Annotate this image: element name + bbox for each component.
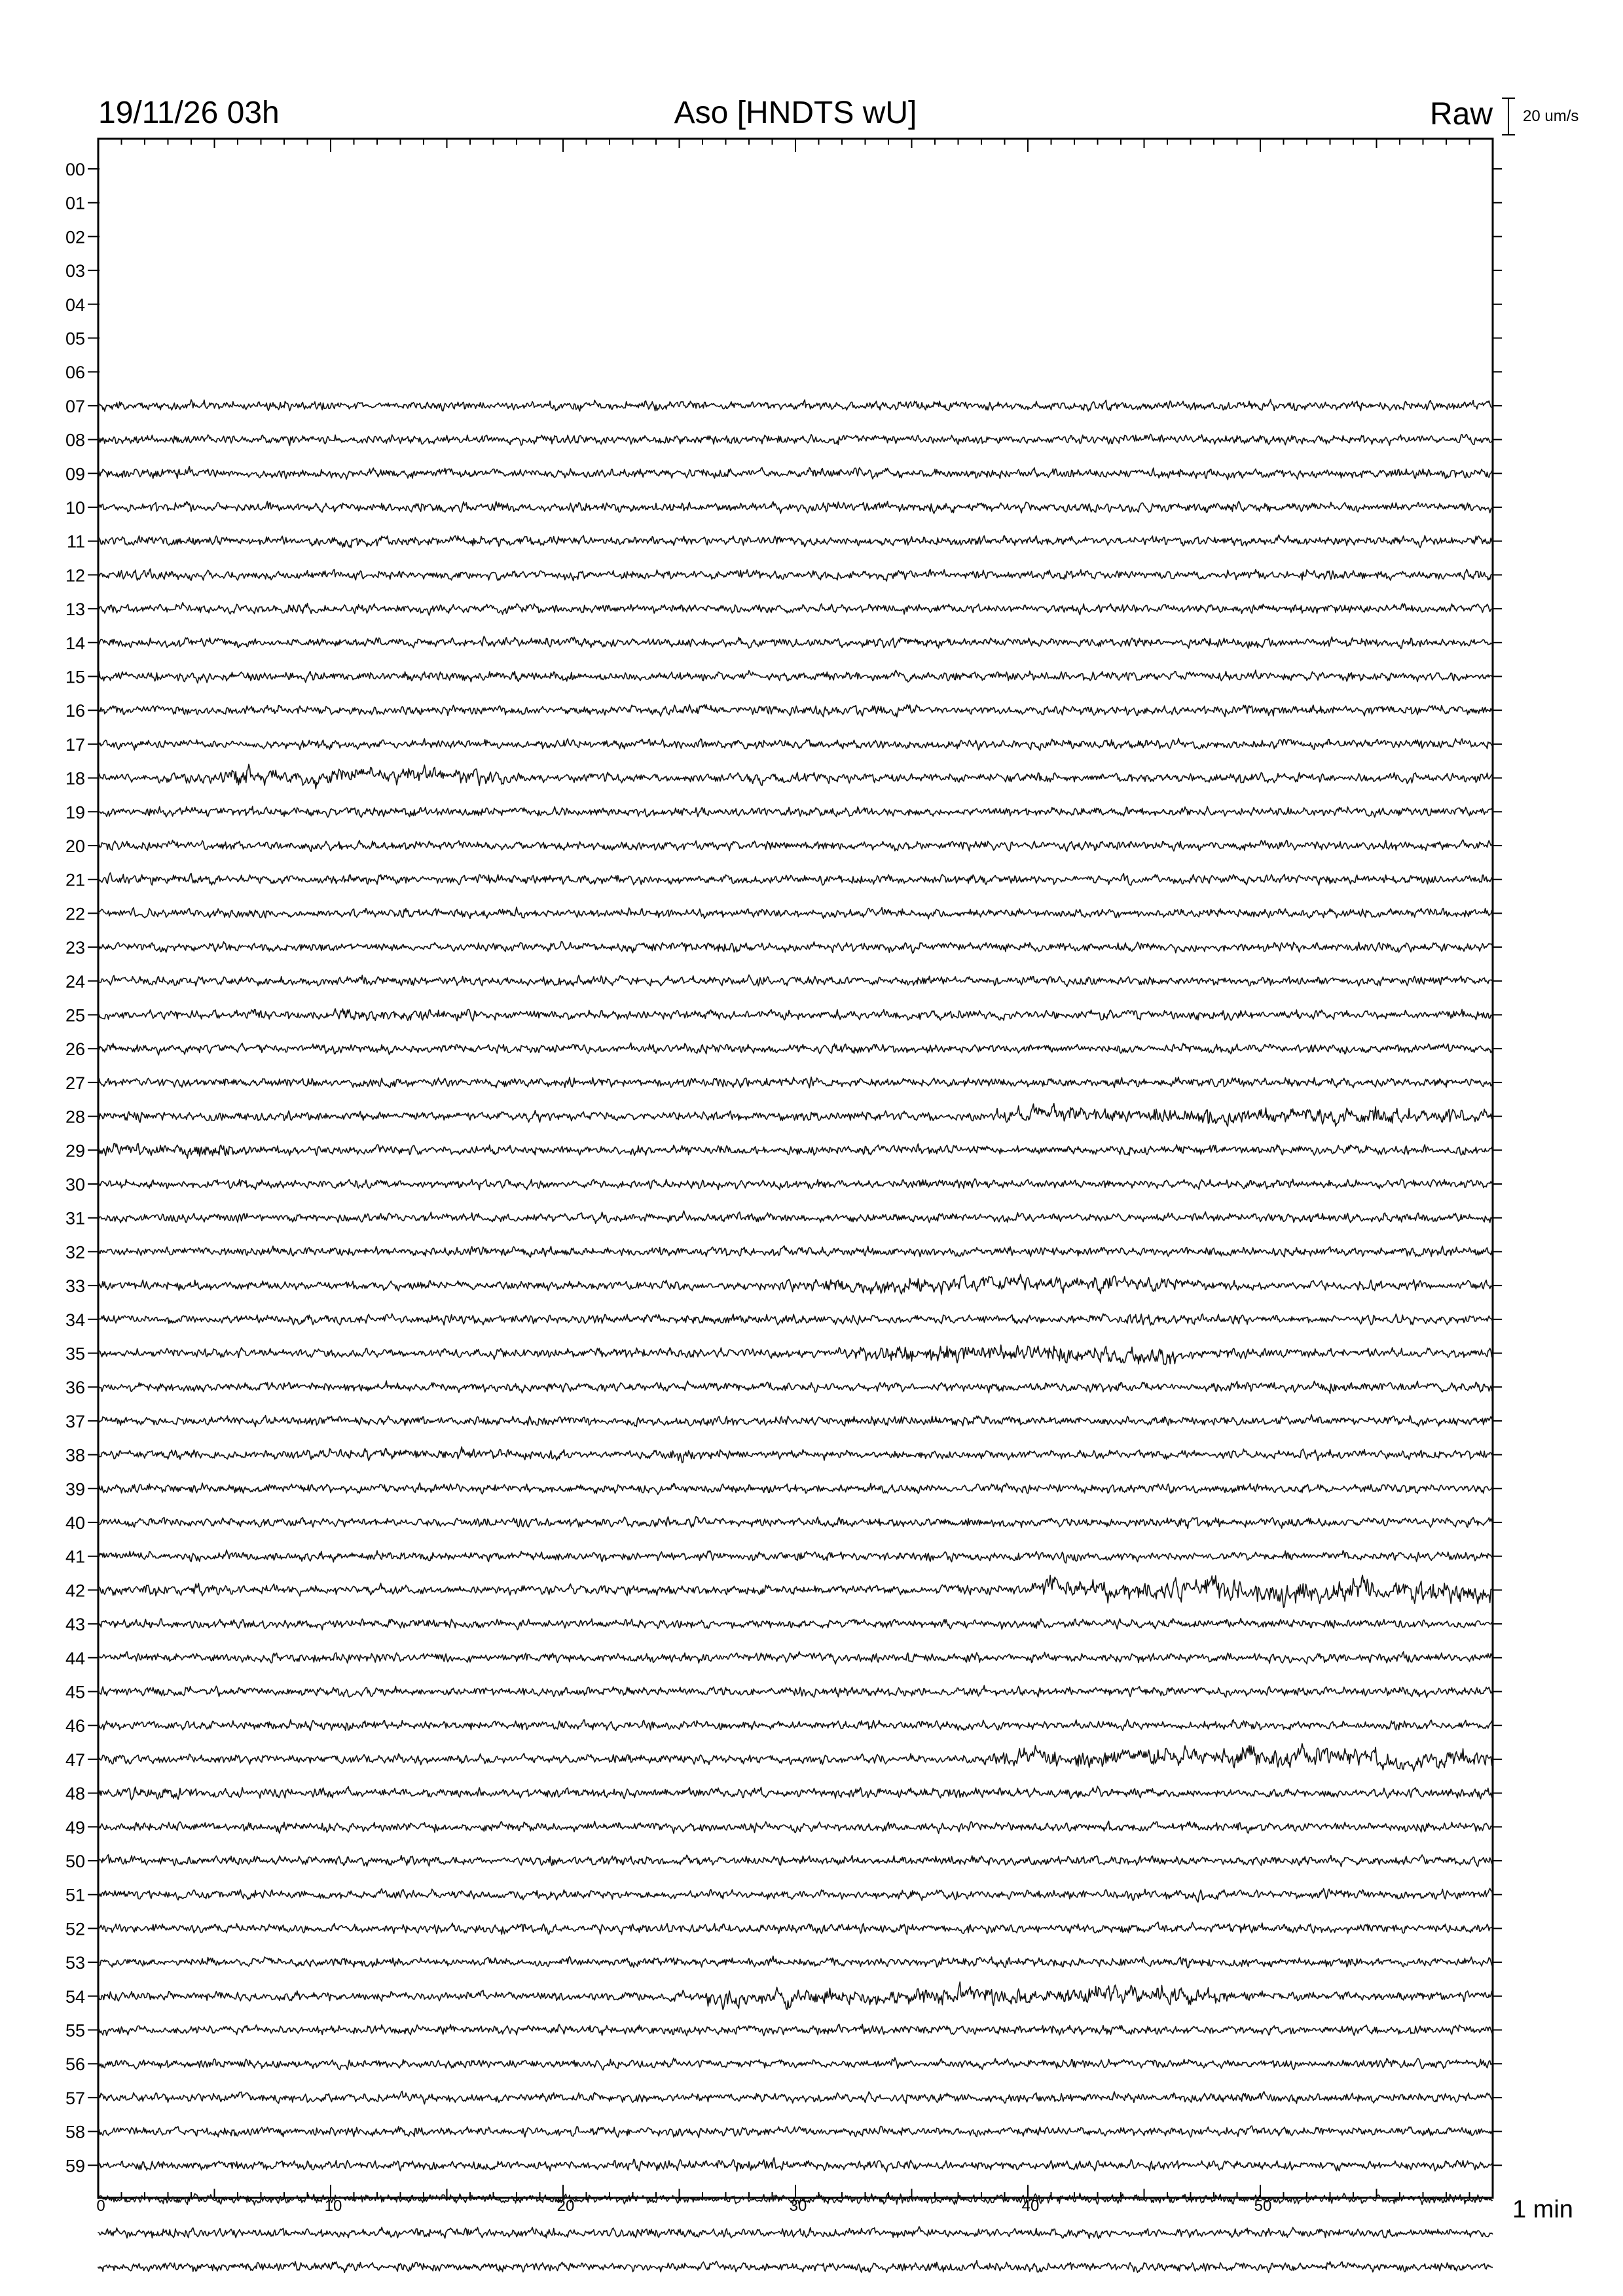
row-label-18: 18 bbox=[65, 768, 85, 789]
row-label-42: 42 bbox=[65, 1581, 85, 1601]
x-tick-label-50: 50 bbox=[1254, 2197, 1272, 2215]
x-tick-label-10: 10 bbox=[324, 2197, 342, 2215]
row-label-54: 54 bbox=[65, 1986, 85, 2007]
row-label-52: 52 bbox=[65, 1919, 85, 1939]
row-label-44: 44 bbox=[65, 1648, 85, 1668]
row-label-50: 50 bbox=[65, 1852, 85, 1871]
row-label-32: 32 bbox=[65, 1242, 85, 1263]
row-label-01: 01 bbox=[65, 193, 85, 213]
row-label-05: 05 bbox=[65, 329, 85, 349]
x-tick-label-30: 30 bbox=[789, 2197, 807, 2215]
row-label-47: 47 bbox=[65, 1749, 85, 1770]
x-tick-label-0: 0 bbox=[96, 2197, 105, 2215]
row-label-37: 37 bbox=[65, 1411, 85, 1431]
row-label-22: 22 bbox=[65, 904, 85, 924]
row-label-58: 58 bbox=[65, 2122, 85, 2142]
row-label-15: 15 bbox=[65, 667, 85, 687]
scale-bar-label: 20 um/s bbox=[1523, 107, 1579, 125]
station-title: Aso [HNDTS wU] bbox=[674, 96, 917, 130]
row-label-09: 09 bbox=[65, 464, 85, 484]
row-label-06: 06 bbox=[65, 363, 85, 383]
row-label-40: 40 bbox=[65, 1513, 85, 1533]
row-label-02: 02 bbox=[65, 227, 85, 247]
row-label-28: 28 bbox=[65, 1107, 85, 1127]
row-label-00: 00 bbox=[65, 160, 85, 179]
row-label-51: 51 bbox=[65, 1885, 85, 1905]
row-label-46: 46 bbox=[65, 1716, 85, 1736]
row-label-48: 48 bbox=[65, 1784, 85, 1804]
row-label-12: 12 bbox=[65, 565, 85, 586]
row-label-56: 56 bbox=[65, 2054, 85, 2075]
row-label-57: 57 bbox=[65, 2088, 85, 2108]
row-label-10: 10 bbox=[65, 498, 85, 518]
row-label-08: 08 bbox=[65, 430, 85, 450]
row-label-26: 26 bbox=[65, 1039, 85, 1060]
row-label-07: 07 bbox=[65, 396, 85, 416]
mode-label: Raw bbox=[1429, 97, 1493, 132]
row-label-11: 11 bbox=[66, 531, 85, 552]
row-label-13: 13 bbox=[65, 600, 85, 620]
row-label-16: 16 bbox=[65, 701, 85, 721]
row-label-25: 25 bbox=[65, 1005, 85, 1026]
row-label-45: 45 bbox=[65, 1682, 85, 1702]
row-label-21: 21 bbox=[65, 870, 85, 890]
row-label-24: 24 bbox=[65, 971, 85, 992]
row-label-04: 04 bbox=[65, 295, 85, 315]
row-label-03: 03 bbox=[65, 261, 85, 281]
row-label-27: 27 bbox=[65, 1073, 85, 1093]
row-label-55: 55 bbox=[65, 2020, 85, 2041]
x-axis-unit-label: 1 min bbox=[1512, 2196, 1573, 2223]
row-label-36: 36 bbox=[65, 1378, 85, 1398]
row-label-20: 20 bbox=[65, 836, 85, 856]
row-label-14: 14 bbox=[65, 633, 85, 653]
row-label-41: 41 bbox=[65, 1547, 85, 1567]
row-label-49: 49 bbox=[65, 1818, 85, 1838]
row-label-30: 30 bbox=[65, 1175, 85, 1194]
row-label-34: 34 bbox=[65, 1310, 85, 1330]
row-label-33: 33 bbox=[65, 1276, 85, 1297]
row-label-17: 17 bbox=[65, 734, 85, 755]
row-label-38: 38 bbox=[65, 1445, 85, 1465]
date-hour-label: 19/11/26 03h bbox=[98, 96, 280, 130]
row-label-39: 39 bbox=[65, 1479, 85, 1499]
x-tick-label-20: 20 bbox=[556, 2197, 575, 2215]
x-tick-label-40: 40 bbox=[1021, 2197, 1040, 2215]
row-label-23: 23 bbox=[65, 938, 85, 958]
row-label-43: 43 bbox=[65, 1615, 85, 1635]
row-label-35: 35 bbox=[65, 1344, 85, 1364]
row-label-19: 19 bbox=[65, 802, 85, 823]
row-label-53: 53 bbox=[65, 1953, 85, 1973]
row-label-31: 31 bbox=[65, 1208, 85, 1229]
row-label-29: 29 bbox=[65, 1141, 85, 1161]
row-label-59: 59 bbox=[65, 2156, 85, 2176]
